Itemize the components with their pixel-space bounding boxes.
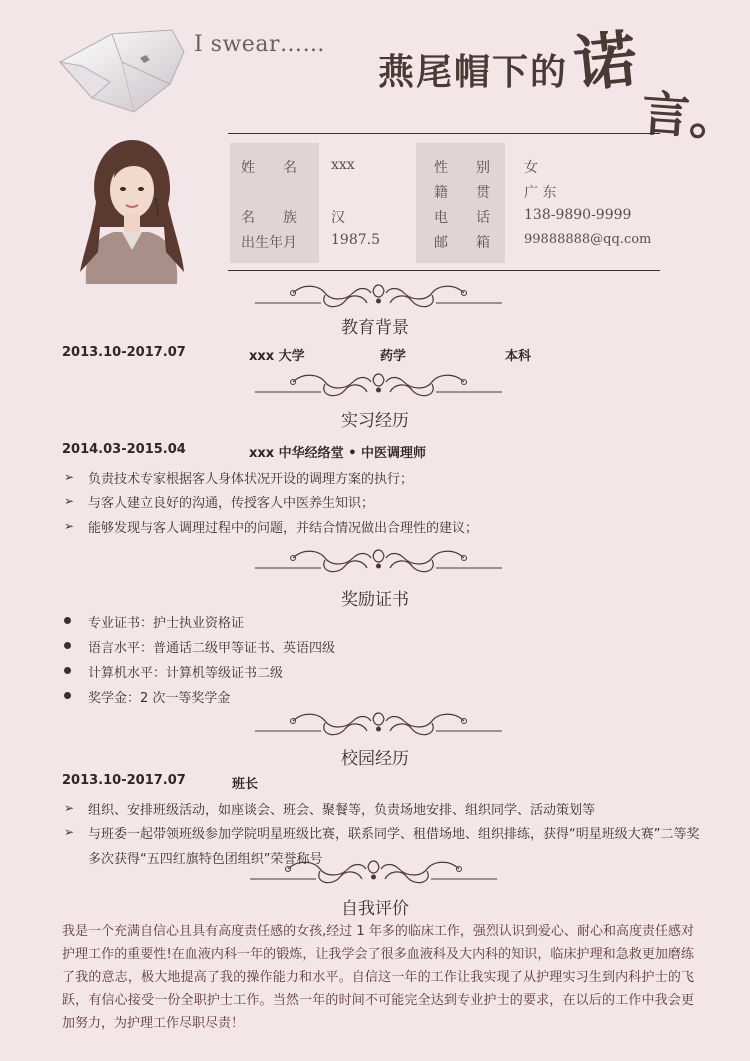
divider <box>228 133 660 134</box>
education-date: 2013.10-2017.07 <box>62 345 186 360</box>
section-ornament <box>255 546 502 578</box>
ethnicity-label: 名 族 <box>241 210 297 226</box>
internship-date: 2014.03-2015.04 <box>62 442 186 457</box>
education-major: 药学 <box>380 349 407 364</box>
email-value: 99888888@qq.com <box>524 232 652 247</box>
self-heading: 自我评价 <box>341 899 409 919</box>
divider <box>228 270 660 271</box>
education-degree: 本科 <box>505 349 532 364</box>
ethnicity-value: 汉 <box>331 210 345 226</box>
dot-bullet-icon <box>64 642 71 649</box>
dot-bullet-icon <box>64 667 71 674</box>
arrow-bullet-icon: ➢ <box>64 825 75 839</box>
section-ornament <box>255 709 502 741</box>
name-value: xxx <box>331 157 355 173</box>
internship-heading: 实习经历 <box>341 411 409 431</box>
list-item: 组织、安排班级活动，如座谈会、班会、聚餐等，负责场地安排、组织同学、活动策划等 <box>88 803 596 818</box>
list-item: 语言水平：普通话二级甲等证书、英语四级 <box>88 641 336 656</box>
section-ornament <box>255 281 502 313</box>
arrow-bullet-icon: ➢ <box>64 470 75 484</box>
education-school: xxx 大学 <box>249 349 305 364</box>
list-item: 奖学金：2 次一等奖学金 <box>88 691 231 706</box>
page-title: 燕尾帽下的 <box>378 52 569 93</box>
section-ornament <box>250 857 497 889</box>
avatar <box>66 132 197 284</box>
dot-bullet-icon <box>64 692 71 699</box>
birth-label: 出生年月 <box>241 235 297 251</box>
arrow-bullet-icon: ➢ <box>64 801 75 815</box>
awards-heading: 奖励证书 <box>341 590 409 610</box>
tagline: I swear…… <box>194 32 325 57</box>
campus-date: 2013.10-2017.07 <box>62 773 186 788</box>
list-item: 与班委一起带领班级参加学院明星班级比赛，联系同学、租借场地、组织排练，获得“明星班级大赛”二等奖 <box>88 827 700 842</box>
page-title-accent-2: 言。 <box>639 85 740 149</box>
campus-role: 班长 <box>232 777 259 792</box>
dot-bullet-icon <box>64 617 71 624</box>
list-item: 与客人建立良好的沟通，传授客人中医养生知识； <box>88 496 375 511</box>
list-item: 计算机水平：计算机等级证书二级 <box>88 666 284 681</box>
self-evaluation-text: 我是一个充满自信心且具有高度责任感的女孩,经过 1 年多的临床工作，强烈认识到爱心、耐心和高度责任感对护理工作的重要性!在血液内科一年的锻炼，让我学会了很多血液科及大内科的知识，临床护理和急救更加磨练了我的意志，极大地提高了我的操作能力和水平。自信这一年的工作让我实现了从护理实习生到内科护士的飞跃，有信心接受一份全职护士工作。当然一年的时间不可能完全达到专业护士的要求，在以后的工作中我会更加努力，为护理工作尽职尽责！ <box>62 924 694 1031</box>
birth-value: 1987.5 <box>331 232 380 248</box>
internship-org: xxx 中华经络堂 • 中医调理师 <box>249 446 427 461</box>
list-item-continuation: 多次获得“五四红旗特色团组织”荣誉称号 <box>88 852 323 867</box>
list-item: 能够发现与客人调理过程中的问题，并结合情况做出合理性的建议； <box>88 521 479 536</box>
section-ornament <box>255 370 502 402</box>
name-label: 姓 名 <box>241 160 297 176</box>
origin-label: 籍 贯 <box>434 185 490 201</box>
list-item: 专业证书：护士执业资格证 <box>88 616 245 631</box>
gender-label: 性 别 <box>434 160 490 176</box>
email-label: 邮 箱 <box>434 235 490 251</box>
gender-value: 女 <box>524 160 538 176</box>
page-title-accent-1: 诺 <box>570 21 641 102</box>
arrow-bullet-icon: ➢ <box>64 494 75 508</box>
phone-value: 138-9890-9999 <box>524 207 632 223</box>
arrow-bullet-icon: ➢ <box>64 519 75 533</box>
phone-label: 电 话 <box>434 210 490 226</box>
origin-value: 广 东 <box>524 185 557 201</box>
list-item: 负责技术专家根据客人身体状况开设的调理方案的执行； <box>88 472 414 487</box>
nurse-cap-image <box>52 22 192 117</box>
campus-heading: 校园经历 <box>341 749 409 769</box>
education-heading: 教育背景 <box>341 318 409 338</box>
